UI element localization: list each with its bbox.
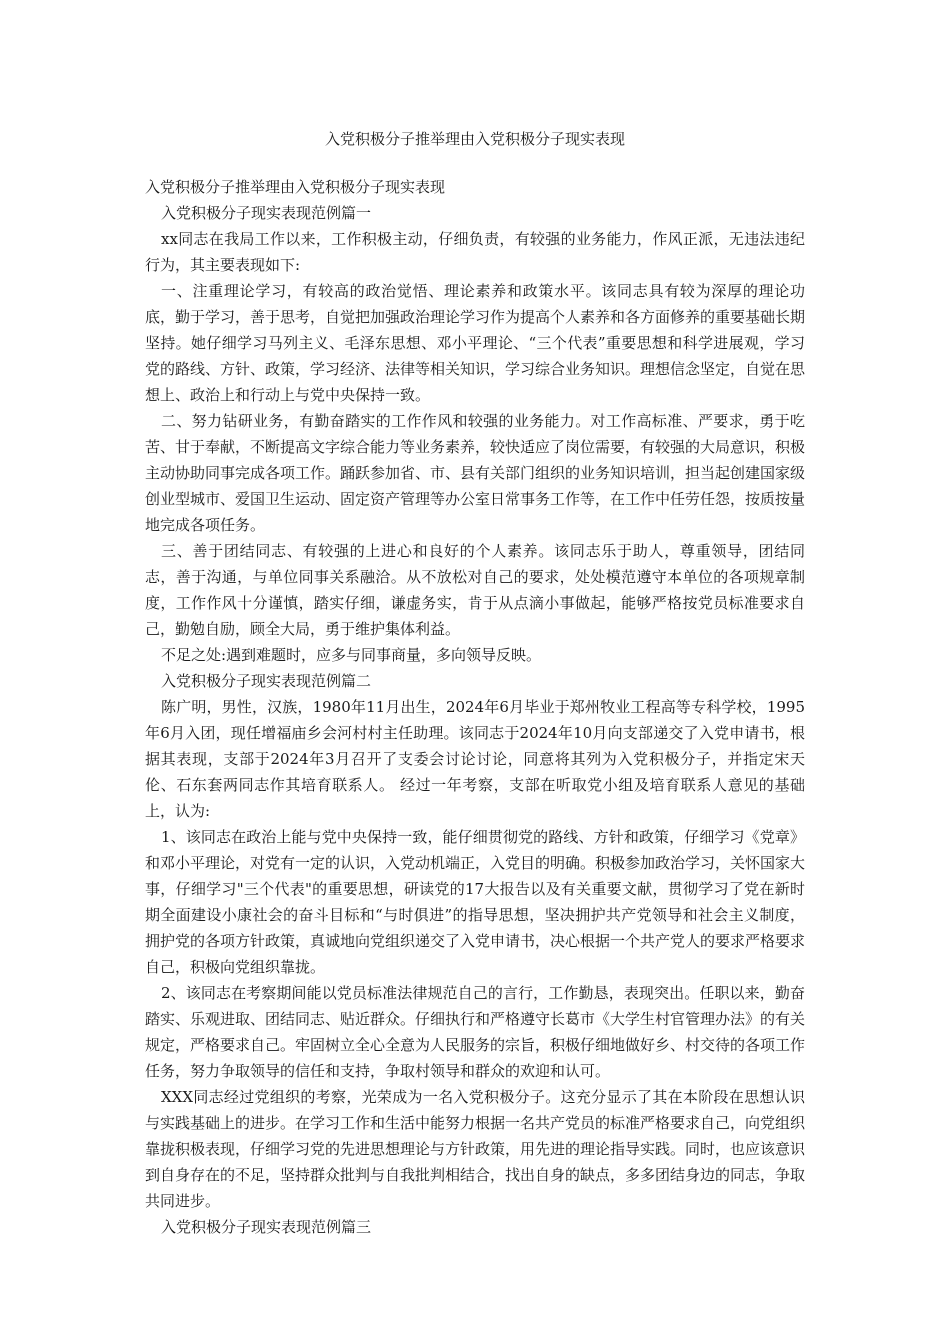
paragraph: 陈广明，男性，汉族，1980年11月出生，2024年6月毕业于郑州牧业工程高等专科学校，1995年6月入团，现任增福庙乡会河村村主任助理。该同志于2024年10月向支部递交了入党申请书，根据其表现，支部于2024年3月召开了支委会讨论讨论，同意将其列为入党积极分子，并指定宋天伦、石东套两同志作其培育联系人。 经过一年考察，支部在听取党小组及培育联系人意见的基础上，认为:: [145, 698, 805, 820]
document-body: [145, 174, 805, 1240]
paragraph: 一、注重理论学习，有较高的政治觉悟、理论素养和政策水平。该同志具有较为深厚的理论功底，勤于学习，善于思考，自觉把加强政治理论学习作为提高个人素养和各方面修养的重要基础长期坚持。她仔细学习马列主义、毛泽东思想、邓小平理论、“三个代表”重要思想和科学进展观，学习党的路线、方针、政策，学习经济、法律等相关知识，学习综合业务知识。理想信念坚定，自觉在思想上、政治上和行动上与党中央保持一致。: [145, 282, 806, 404]
section-heading-2: 入党积极分子现实表现范例篇二: [161, 672, 372, 690]
paragraph: 三、善于团结同志、有较强的上进心和良好的个人素养。该同志乐于助人，尊重领导，团结同志，善于沟通，与单位同事关系融洽。从不放松对自己的要求，处处模范遵守本单位的各项规章制度，工作作风十分谨慎，踏实仔细，谦虚务实，肯于从点滴小事做起，能够严格按党员标准要求自己，勤勉自励，顾全大局，勇于维护集体利益。: [145, 542, 805, 638]
paragraph: 2、该同志在考察期间能以党员标准法律规范自己的言行，工作勤恳，表现突出。任职以来，勤奋踏实、乐观进取、团结同志、贴近群众。仔细执行和严格遵守长葛市《大学生村官管理办法》的有关规定，严格要求自己。牢固树立全心全意为人民服务的宗旨，积极仔细地做好乡、村交待的各项工作任务，努力争取领导的信任和支持，争取村领导和群众的欢迎和认可。: [145, 984, 806, 1080]
paragraph: XXX同志经过党组织的考察，光荣成为一名入党积极分子。这充分显示了其在本阶段在思想认识与实践基础上的进步。在学习工作和生活中能努力根据一名共产党员的标准严格要求自己，向党组织靠拢积极表现，仔细学习党的先进思想理论与方针政策，用先进的理论指导实践。同时，也应该意识到自身存在的不足，坚持群众批判与自我批判相结合，找出自身的缺点，多多团结身边的同志，争取共同进步。: [145, 1088, 806, 1210]
paragraph: 二、努力钻研业务，有勤奋踏实的工作作风和较强的业务能力。对工作高标准、严要求，勇于吃苦、甘于奉献，不断提高文字综合能力等业务素养，较快适应了岗位需要，有较强的大局意识，积极主动协助同事完成各项工作。踊跃参加省、市、县有关部门组织的业务知识培训，担当起创建国家级创业型城市、爱国卫生运动、固定资产管理等办公室日常事务工作等，在工作中任劳任怨，按质按量地完成各项任务。: [145, 412, 806, 534]
paragraph: 不足之处:遇到难题时，应多与同事商量，多向领导反映。: [161, 646, 542, 664]
paragraph: xx同志在我局工作以来，工作积极主动，仔细负责，有较强的业务能力，作风正派，无违法违纪行为，其主要表现如下:: [145, 230, 805, 274]
paragraph-intro: 入党积极分子推举理由入党积极分子现实表现: [145, 178, 446, 196]
section-heading-3: 入党积极分子现实表现范例篇三: [161, 1218, 372, 1236]
document-title: 入党积极分子推举理由入党积极分子现实表现: [324, 130, 625, 148]
paragraph: 1、该同志在政治上能与党中央保持一致，能仔细贯彻党的路线、方针和政策，仔细学习《党章》和邓小平理论，对党有一定的认识，入党动机端正，入党目的明确。积极参加政治学习，关怀国家大事，仔细学习"三个代表"的重要思想，研读党的17大报告以及有关重要文献，贯彻学习了党在新时期全面建设小康社会的奋斗目标和“与时俱进”的指导思想，坚决拥护共产党领导和社会主义制度，拥护党的各项方针政策，真诚地向党组织递交了入党申请书，决心根据一个共产党人的要求严格要求自己，积极向党组织靠拢。: [145, 828, 806, 976]
section-heading-1: 入党积极分子现实表现范例篇一: [161, 204, 372, 222]
